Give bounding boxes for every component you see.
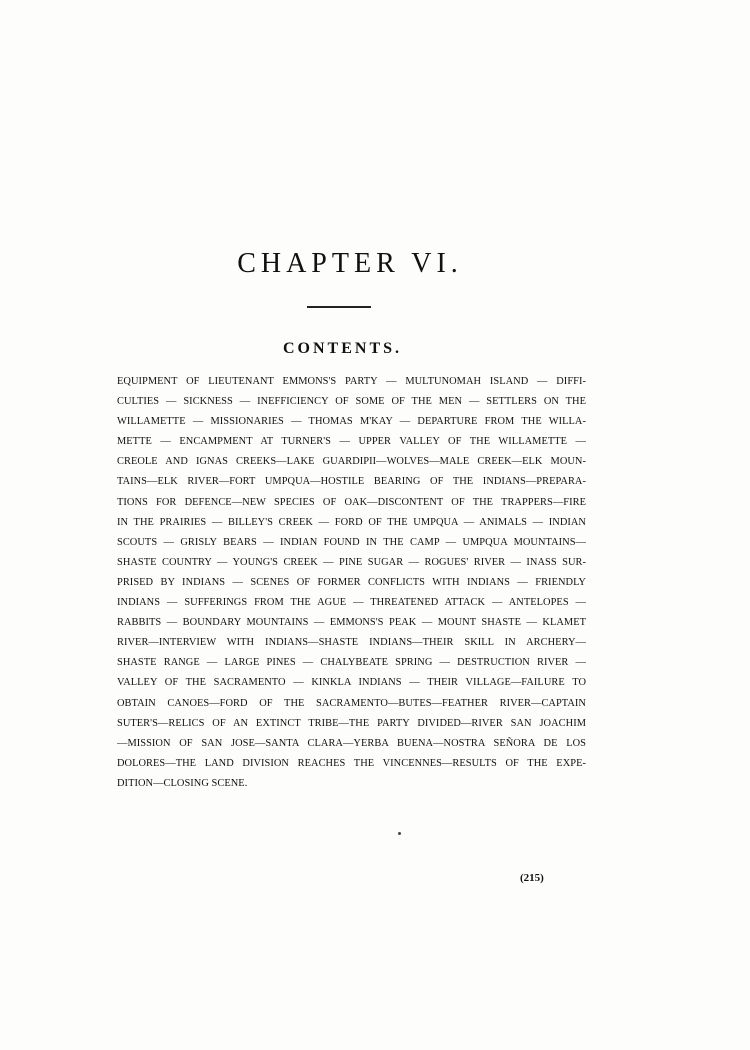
contents-line: WILLAMETTE — MISSIONARIES — THOMAS M'KAY — DEPARTURE FROM THE WILLA- bbox=[117, 416, 586, 428]
contents-line: TAINS—ELK RIVER—FORT UMPQUA—HOSTILE BEARING OF THE INDIANS—PREPARA- bbox=[117, 476, 586, 488]
contents-line: IN THE PRAIRIES — BILLEY'S CREEK — FORD OF THE UMPQUA — ANIMALS — INDIAN bbox=[117, 516, 586, 528]
contents-line: PRISED BY INDIANS — SCENES OF FORMER CONFLICTS WITH INDIANS — FRIENDLY bbox=[117, 576, 586, 588]
contents-line: CULTIES — SICKNESS — INEFFICIENCY OF SOME OF THE MEN — SETTLERS ON THE bbox=[117, 396, 586, 408]
title-rule-divider bbox=[307, 306, 371, 308]
contents-line: RABBITS — BOUNDARY MOUNTAINS — EMMONS'S PEAK — MOUNT SHASTE — KLAMET bbox=[117, 617, 586, 629]
print-speck bbox=[398, 832, 401, 835]
contents-line: SHASTE COUNTRY — YOUNG'S CREEK — PINE SUGAR — ROGUES' RIVER — INASS SUR- bbox=[117, 556, 586, 568]
contents-line: RIVER—INTERVIEW WITH INDIANS—SHASTE INDIANS—THEIR SKILL IN ARCHERY— bbox=[117, 637, 586, 649]
contents-line: —MISSION OF SAN JOSE—SANTA CLARA—YERBA BUENA—NOSTRA SEÑORA DE LOS bbox=[117, 737, 586, 749]
contents-line: CREOLE AND IGNAS CREEKS—LAKE GUARDIPII—WOLVES—MALE CREEK—ELK MOUN- bbox=[117, 456, 586, 468]
contents-line: SHASTE RANGE — LARGE PINES — CHALYBEATE SPRING — DESTRUCTION RIVER — bbox=[117, 657, 586, 669]
contents-line: OBTAIN CANOES—FORD OF THE SACRAMENTO—BUTES—FEATHER RIVER—CAPTAIN bbox=[117, 697, 586, 709]
contents-line: METTE — ENCAMPMENT AT TURNER'S — UPPER VALLEY OF THE WILLAMETTE — bbox=[117, 436, 586, 448]
contents-line: INDIANS — SUFFERINGS FROM THE AGUE — THREATENED ATTACK — ANTELOPES — bbox=[117, 597, 586, 609]
page-number: (215) bbox=[520, 872, 544, 884]
contents-line: TIONS FOR DEFENCE—NEW SPECIES OF OAK—DISCONTENT OF THE TRAPPERS—FIRE bbox=[117, 496, 586, 508]
contents-line: VALLEY OF THE SACRAMENTO — KINKLA INDIANS — THEIR VILLAGE—FAILURE TO bbox=[117, 677, 586, 689]
contents-line: SUTER'S—RELICS OF AN EXTINCT TRIBE—THE PARTY DIVIDED—RIVER SAN JOACHIM bbox=[117, 717, 586, 729]
contents-summary bbox=[117, 372, 586, 794]
contents-line: DOLORES—THE LAND DIVISION REACHES THE VINCENNES—RESULTS OF THE EXPE- bbox=[117, 757, 586, 769]
contents-line: EQUIPMENT OF LIEUTENANT EMMONS'S PARTY — MULTUNOMAH ISLAND — DIFFI- bbox=[117, 376, 586, 387]
contents-line: DITION—CLOSING SCENE. bbox=[117, 777, 248, 789]
chapter-title: CHAPTER VI. bbox=[237, 248, 463, 279]
contents-line: SCOUTS — GRISLY BEARS — INDIAN FOUND IN THE CAMP — UMPQUA MOUNTAINS— bbox=[117, 536, 586, 548]
contents-heading: CONTENTS. bbox=[282, 340, 403, 357]
